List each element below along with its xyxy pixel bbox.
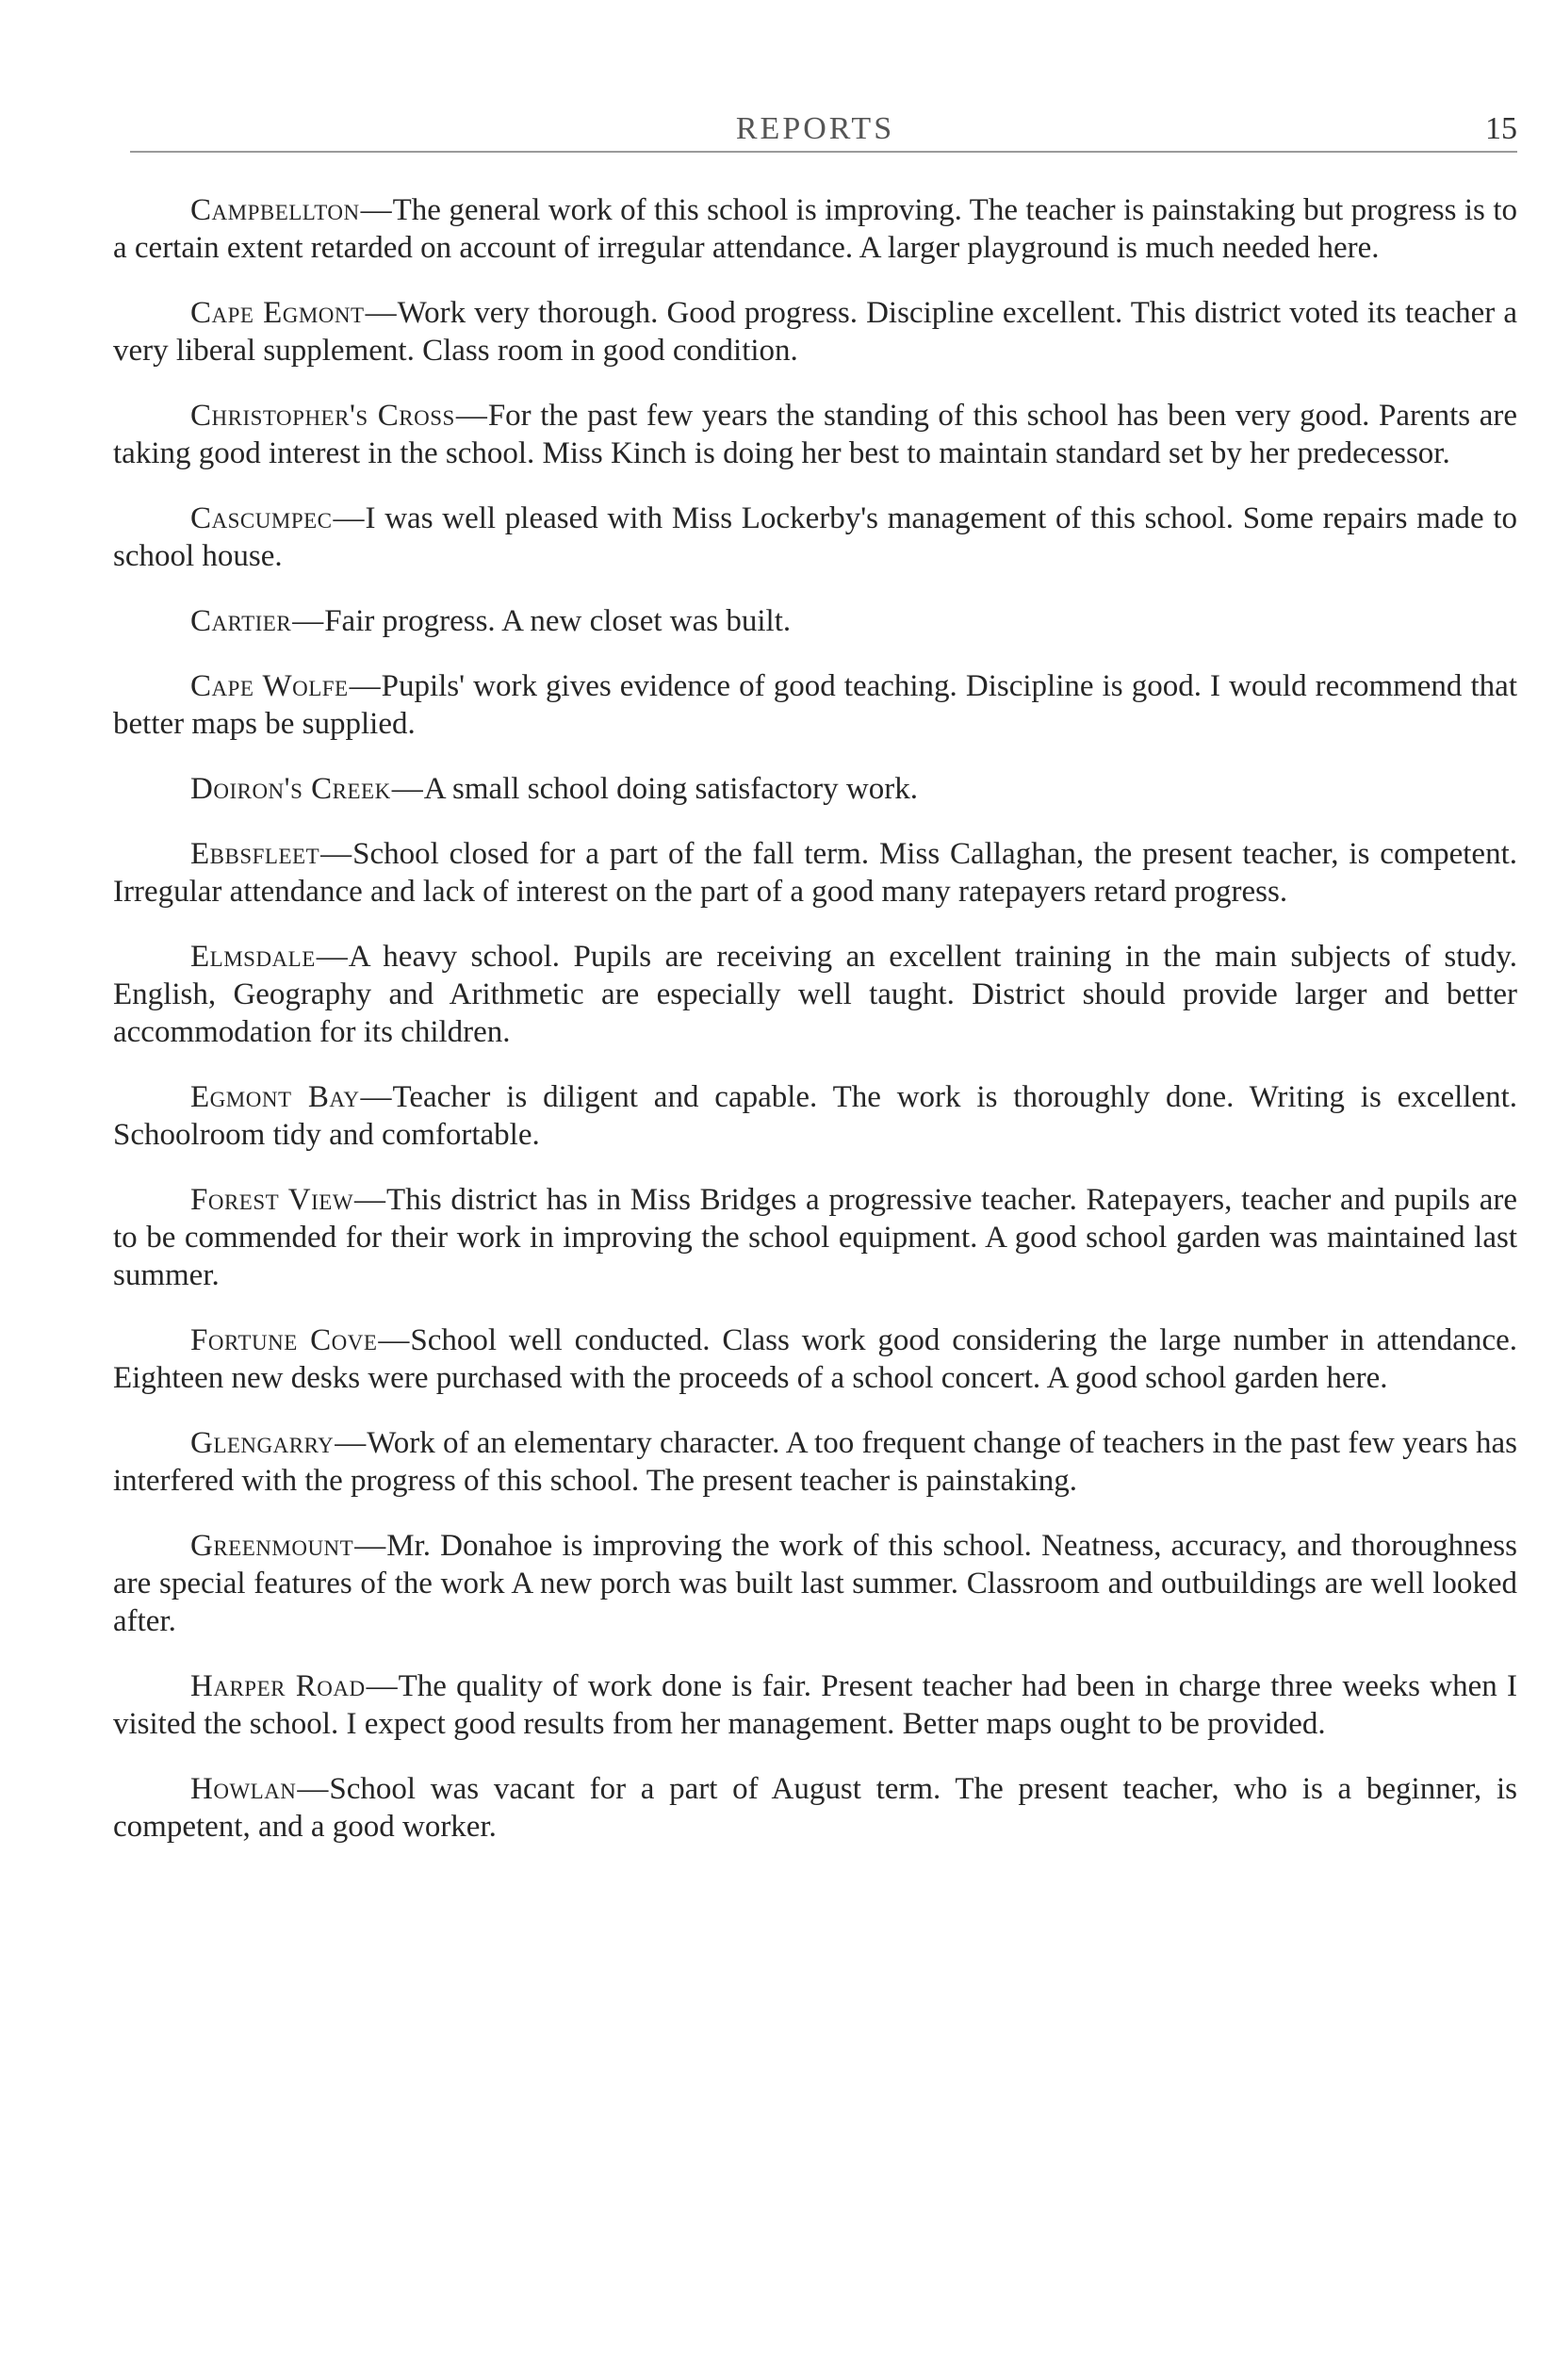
report-text: Work of an elementary character. A too frequent change of teachers in the past few years has interfered with the progress of this school. The present teacher is painstaking. — [113, 1426, 1517, 1498]
report-entry: Greenmount—Mr. Donahoe is improving the work of this school. Neatness, accuracy, and thoroughness are special features of the work A new porch was built last summer. Classroom and outbuildings are well looked after. — [113, 1529, 1517, 1638]
school-name: Harper Road — [190, 1669, 366, 1703]
report-entry: Christopher's Cross—For the past few years the standing of this school has been very good. Parents are taking good interest in the school. Miss Kinch is doing her best to maintain standard set by her predecessor. — [113, 399, 1517, 470]
school-name: Glengarry — [190, 1426, 335, 1460]
report-entry: Cape Egmont—Work very thorough. Good progress. Discipline excellent. This district voted its teacher a very liberal supplement. Class room in good condition. — [113, 296, 1518, 368]
page-header — [113, 111, 1517, 153]
report-entry: Egmont Bay—Teacher is diligent and capable. The work is thoroughly done. Writing is excellent. Schoolroom tidy and comfortable. — [113, 1080, 1517, 1152]
report-text: Fair progress. A new closet was built. — [324, 604, 792, 638]
report-text: A small school doing satisfactory work. — [423, 772, 918, 806]
school-name: Forest View — [190, 1183, 354, 1217]
report-text: The general work of this school is improving. The teacher is painstaking but progress is to a certain extent retarded on account of irregular attendance. A larger playground is much needed here. — [113, 193, 1517, 265]
report-entry: Doiron's Creek—A small school doing satisfactory work. — [190, 772, 918, 806]
school-name: Doiron's Creek — [190, 772, 391, 806]
report-text: Pupils' work gives evidence of good teaching. Discipline is good. I would recommend that better maps be supplied. — [113, 669, 1517, 741]
school-name: Greenmount — [190, 1529, 354, 1563]
school-name: Cartier — [190, 604, 292, 638]
report-entry: Campbellton—The general work of this school is improving. The teacher is painstaking but progress is to a certain extent retarded on account of irregular attendance. A larger playground is much needed here. — [113, 193, 1517, 265]
report-entry: Cascumpec—I was well pleased with Miss Lockerby's management of this school. Some repairs made to school house. — [113, 501, 1517, 573]
school-name: Fortune Cove — [190, 1323, 378, 1357]
report-entry: Forest View—This district has in Miss Bridges a progressive teacher. Ratepayers, teacher and pupils are to be commended for their work in improving the school equipment. A good school garden was maintained last summer. — [113, 1183, 1517, 1292]
header-rule — [130, 151, 1517, 153]
report-text: I was well pleased with Miss Lockerby's management of this school. Some repairs made to school house. — [113, 501, 1517, 573]
school-name: Howlan — [190, 1772, 297, 1806]
report-entry: Cartier—Fair progress. A new closet was built. — [190, 604, 792, 638]
report-text: A heavy school. Pupils are receiving an excellent training in the main subjects of study. English, Geography and Arithmetic are especially well taught. District should provide larger and better accommodation for its children. — [113, 940, 1517, 1049]
report-entry: Fortune Cove—School well conducted. Class work good considering the large number in attendance. Eighteen new desks were purchased with the proceeds of a school concert. A good school garden here. — [113, 1323, 1517, 1395]
school-name: Campbellton — [190, 193, 360, 227]
report-entry: Glengarry—Work of an elementary character. A too frequent change of teachers in the past few years has interfered with the progress of this school. The present teacher is painstaking. — [113, 1426, 1517, 1498]
report-text: For the past few years the standing of this school has been very good. Parents are taking good interest in the school. Miss Kinch is doing her best to maintain standard set by her predecessor. — [113, 399, 1517, 470]
report-text: School was vacant for a part of August term. The present teacher, who is a beginner, is competent, and a good worker. — [113, 1772, 1517, 1844]
report-text: This district has in Miss Bridges a progressive teacher. Ratepayers, teacher and pupils are to be commended for their work in improving the school equipment. A good school garden was maintained last summer. — [113, 1183, 1517, 1292]
running-title: REPORTS — [735, 111, 895, 146]
report-entry: Ebbsfleet—School closed for a part of the fall term. Miss Callaghan, the present teacher, is competent. Irregular attendance and lack of interest on the part of a good many ratepayers retard progress. — [113, 837, 1517, 909]
report-entry: Harper Road—The quality of work done is fair. Present teacher had been in charge three weeks when I visited the school. I expect good results from her management. Better maps ought to be provided. — [113, 1669, 1517, 1741]
page-number: 15 — [1485, 111, 1517, 146]
school-name: Cape Wolfe — [190, 669, 349, 703]
report-text: School closed for a part of the fall term. Miss Callaghan, the present teacher, is competent. Irregular attendance and lack of interest on the part of a good many ratepayers retard progress. — [113, 837, 1517, 909]
school-name: Egmont Bay — [190, 1080, 360, 1114]
report-entry: Howlan—School was vacant for a part of August term. The present teacher, who is a beginner, is competent, and a good worker. — [113, 1772, 1517, 1844]
report-text: Teacher is diligent and capable. The work is thoroughly done. Writing is excellent. Schoolroom tidy and comfortable. — [113, 1080, 1517, 1152]
report-text: School well conducted. Class work good considering the large number in attendance. Eighteen new desks were purchased with the proceeds of a school concert. A good school garden here. — [113, 1323, 1517, 1395]
school-name: Cape Egmont — [190, 296, 365, 330]
report-text: Mr. Donahoe is improving the work of this school. Neatness, accuracy, and thoroughness are special features of the work A new porch was built last summer. Classroom and outbuildings are well looked after. — [113, 1529, 1517, 1638]
school-name: Christopher's Cross — [190, 399, 455, 433]
report-text: The quality of work done is fair. Present teacher had been in charge three weeks when I visited the school. I expect good results from her management. Better maps ought to be provided. — [113, 1669, 1517, 1741]
school-reports — [113, 191, 1517, 1873]
report-text: Work very thorough. Good progress. Discipline excellent. This district voted its teacher a very liberal supplement. Class room in good condition. — [113, 296, 1518, 368]
report-entry: Elmsdale—A heavy school. Pupils are receiving an excellent training in the main subjects of study. English, Geography and Arithmetic are especially well taught. District should provide larger and better accommodation for its children. — [113, 940, 1517, 1049]
report-entry: Cape Wolfe—Pupils' work gives evidence of good teaching. Discipline is good. I would recommend that better maps be supplied. — [113, 669, 1517, 741]
school-name: Ebbsfleet — [190, 837, 320, 871]
school-name: Cascumpec — [190, 501, 333, 535]
school-name: Elmsdale — [190, 940, 316, 974]
